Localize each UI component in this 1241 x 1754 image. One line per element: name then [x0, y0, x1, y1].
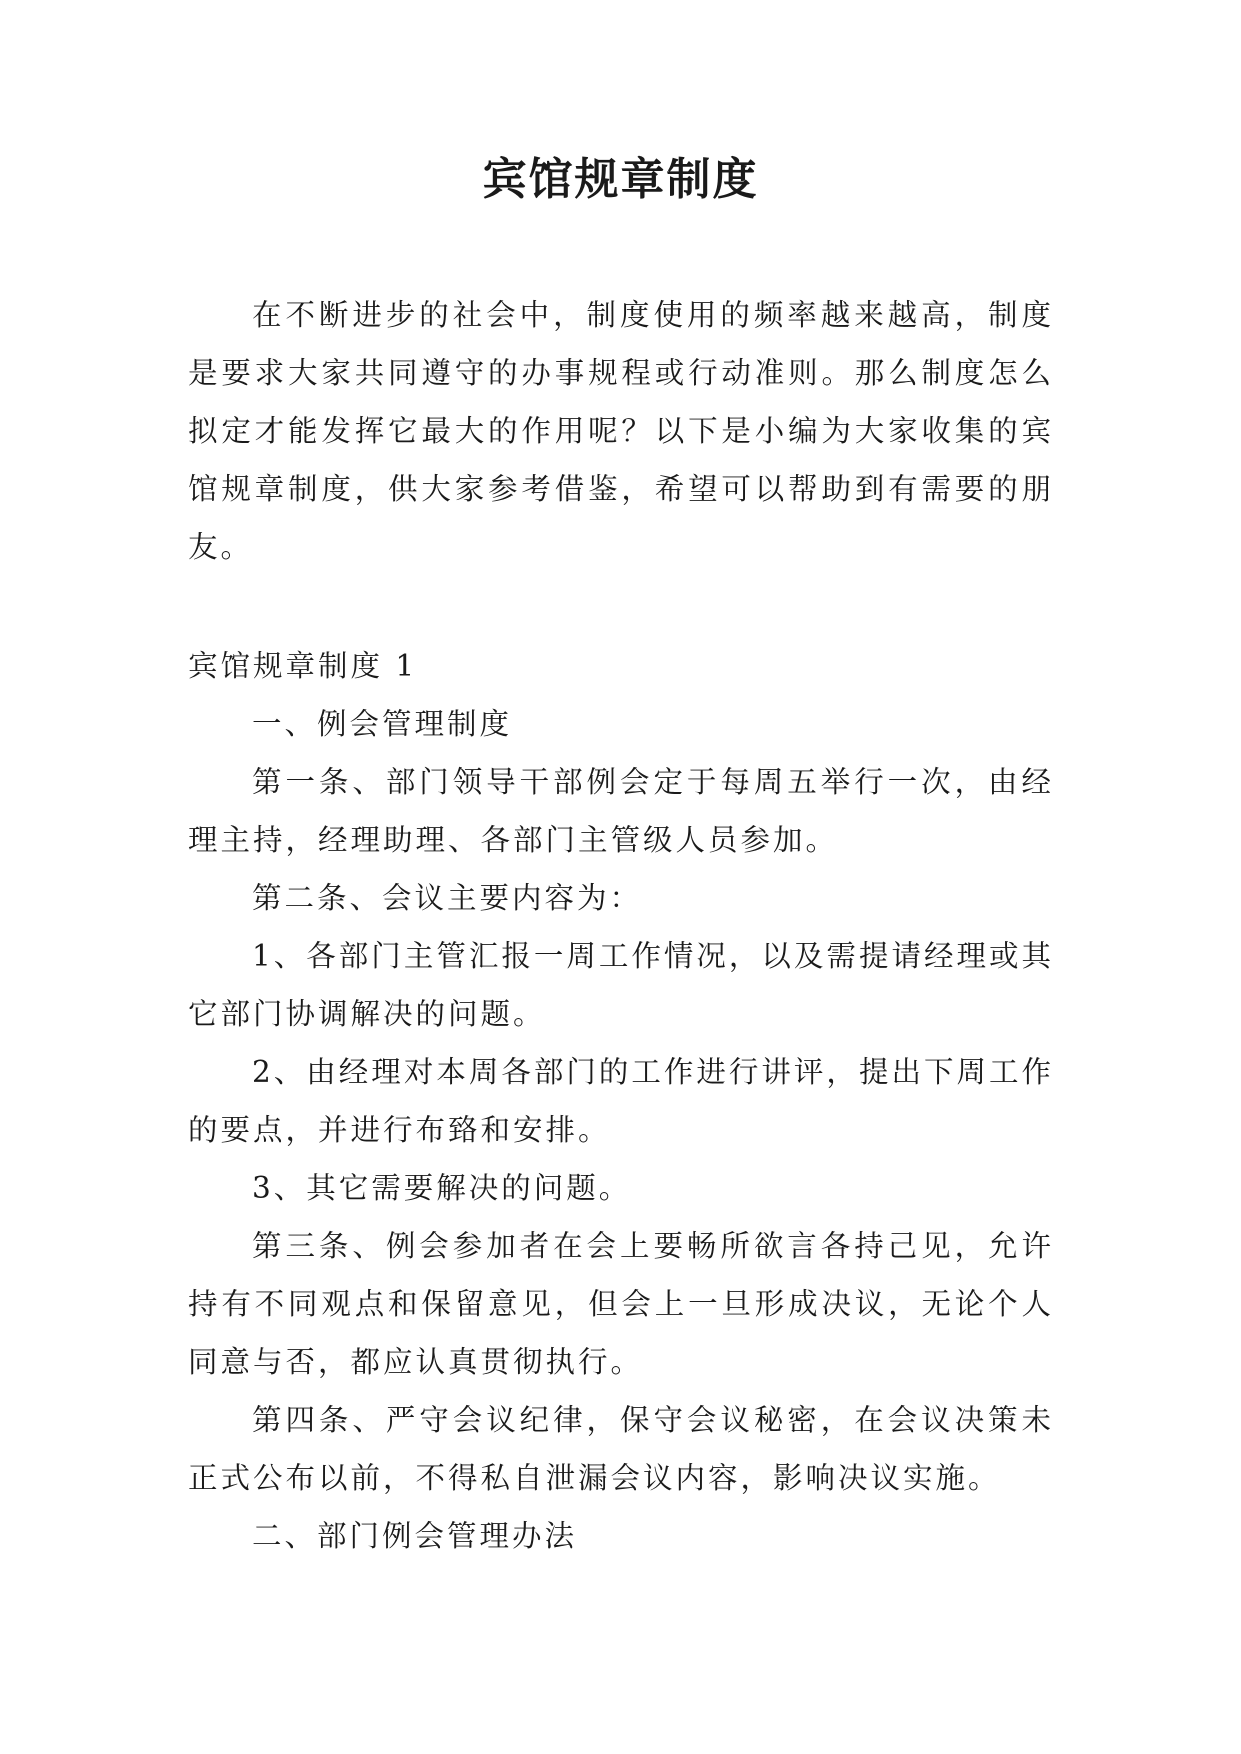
document-title: 宾馆规章制度: [482, 154, 759, 205]
paragraph: 第一条、部门领导干部例会定于每周五举行一次，由经理主持，经理助理、各部门主管级人员参加。: [188, 765, 1054, 857]
paragraph: 3、其它需要解决的问题。: [252, 1171, 632, 1205]
paragraph: 第三条、例会参加者在会上要畅所欲言各持己见，允许持有不同观点和保留意见，但会上一旦形成决议，无论个人同意与否，都应认真贯彻执行。: [188, 1229, 1054, 1379]
paragraph: 第四条、严守会议纪律，保守会议秘密，在会议决策未正式公布以前，不得私自泄漏会议内容，影响决议实施。: [188, 1403, 1054, 1495]
intro-paragraph: 在不断进步的社会中，制度使用的频率越来越高，制度是要求大家共同遵守的办事规程或行动准则。那么制度怎么拟定才能发挥它最大的作用呢？以下是小编为大家收集的宾馆规章制度，供大家参考借鉴，希望可以帮助到有需要的朋友。: [188, 298, 1054, 564]
paragraph: 一、例会管理制度: [252, 707, 513, 741]
paragraph: 二、部门例会管理办法: [252, 1519, 578, 1553]
section-heading: 宾馆规章制度 1: [188, 649, 418, 683]
paragraph: 2、由经理对本周各部门的工作进行讲评，提出下周工作的要点，并进行布臵和安排。: [188, 1055, 1054, 1147]
paragraph: 1、各部门主管汇报一周工作情况，以及需提请经理或其它部门协调解决的问题。: [188, 939, 1054, 1031]
paragraph: 第二条、会议主要内容为：: [252, 881, 643, 915]
section-1: [188, 637, 1054, 1565]
